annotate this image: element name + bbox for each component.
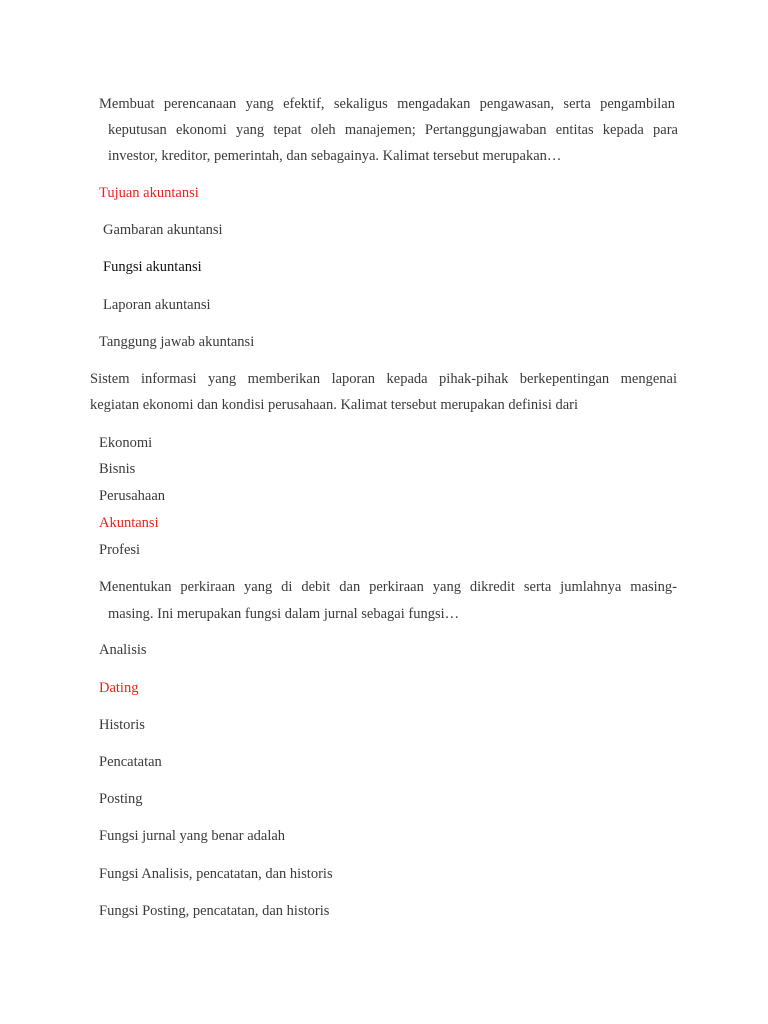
question-1-option-3: Fungsi akuntansi [103, 259, 202, 275]
question-2-option-1: Ekonomi [99, 435, 153, 451]
question-3-option-4: Pencatatan [99, 754, 162, 770]
question-3-option-1: Analisis [99, 642, 147, 658]
question-1-option-2: Gambaran akuntansi [103, 222, 223, 238]
question-1-line-3: investor, kreditor, pemerintah, dan sebagainya. Kalimat tersebut merupakan… [108, 148, 562, 164]
question-1-option-4: Laporan akuntansi [103, 297, 211, 313]
question-1-line-2: keputusan ekonomi yang tepat oleh manajemen; Pertanggungjawaban entitas kepada para [108, 122, 678, 138]
question-2-option-4: Akuntansi [99, 515, 159, 531]
question-4-option-2: Fungsi Posting, pencatatan, dan historis [99, 903, 330, 919]
question-3-option-3: Historis [99, 717, 145, 733]
question-3-option-5: Posting [99, 791, 143, 807]
question-1-line-1: Membuat perencanaan yang efektif, sekaligus mengadakan pengawasan, serta pengambilan [99, 96, 675, 112]
question-4-text: Fungsi jurnal yang benar adalah [99, 828, 286, 844]
question-2-option-3: Perusahaan [99, 488, 166, 504]
question-2-option-5: Profesi [99, 542, 141, 558]
question-1-option-1: Tujuan akuntansi [99, 185, 199, 201]
question-2-option-2: Bisnis [99, 461, 136, 477]
question-3-option-2: Dating [99, 680, 139, 696]
question-3-line-1: Menentukan perkiraan yang di debit dan perkiraan yang dikredit serta jumlahnya masing- [99, 579, 677, 595]
question-1-option-5: Tanggung jawab akuntansi [99, 334, 255, 350]
question-4-option-1: Fungsi Analisis, pencatatan, dan historis [99, 866, 333, 882]
question-2-line-1: Sistem informasi yang memberikan laporan kepada pihak-pihak berkepentingan mengenai [90, 371, 677, 387]
question-2-line-2: kegiatan ekonomi dan kondisi perusahaan. Kalimat tersebut merupakan definisi dari [90, 397, 579, 413]
question-3-line-2: masing. Ini merupakan fungsi dalam jurnal sebagai fungsi… [108, 606, 460, 622]
